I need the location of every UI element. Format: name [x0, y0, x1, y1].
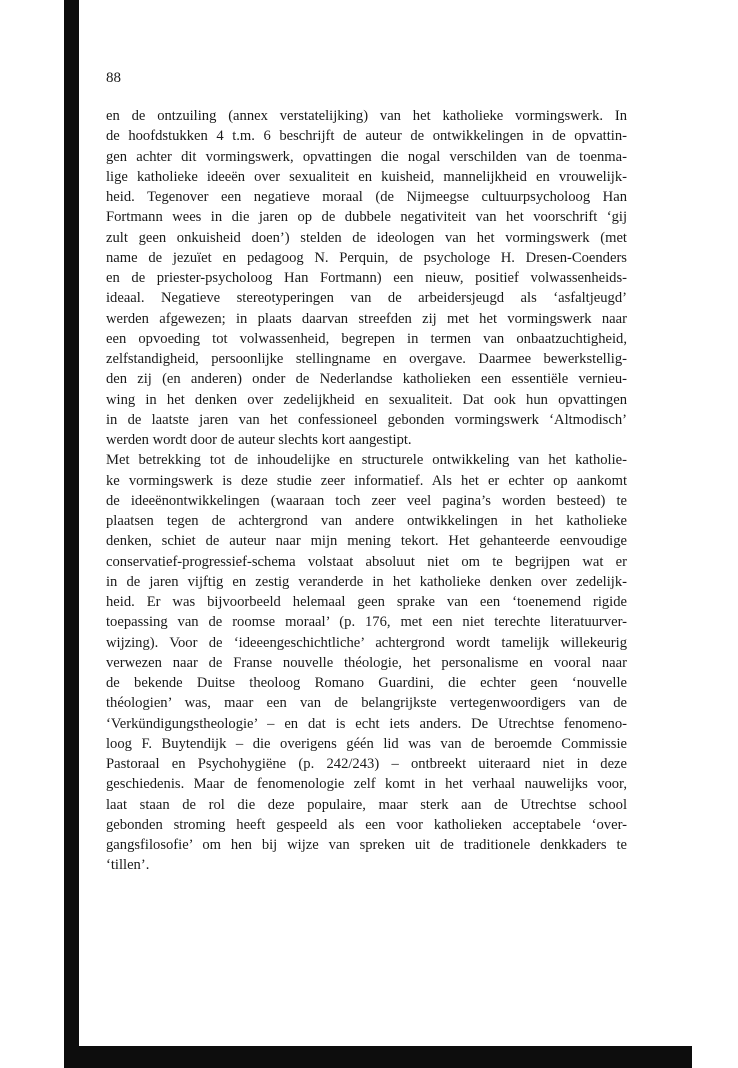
text-line: een opvoeding tot volwassenheid, begrepen in termen van onbaatzuchtigheid, — [106, 330, 627, 347]
text-line: name de jezuïet en pedagoog N. Perquin, de psychologe H. Dresen-Coenders — [106, 249, 627, 266]
text-line: de ideeënontwikkelingen (waaraan toch zeer veel pagina’s worden besteed) te — [106, 492, 627, 509]
text-line: ‘Verkündigungstheologie’ – en dat is echt iets anders. De Utrechtse fenomeno- — [106, 715, 627, 732]
text-line: ke vormingswerk is deze studie zeer informatief. Als het er echter op aankomt — [106, 472, 627, 489]
text-line: conservatief-progressief-schema volstaat absoluut niet om te begrijpen wat er — [106, 553, 627, 570]
body-text — [106, 106, 627, 876]
text-line: geschiedenis. Maar de fenomenologie zelf komt in het verhaal nauwelijks voor, — [106, 776, 627, 793]
text-line: lige katholieke ideeën over sexualiteit en kuisheid, mannelijkheid en vrouwelijk- — [106, 168, 627, 185]
scan-edge-bottom — [64, 1046, 692, 1068]
text-line: werden wordt door de auteur slechts kort aangestipt. — [106, 432, 412, 448]
text-line: werden afgewezen; in plaats daarvan streefden zij met het vormingswerk naar — [106, 310, 627, 327]
text-line: en de priester-psycholoog Han Fortmann) een nieuw, positief volwassenheids- — [106, 270, 627, 286]
paragraph-2 — [106, 450, 627, 875]
text-line: denken, schiet de auteur naar mijn mening tekort. Het gehanteerde eenvoudige — [106, 533, 627, 550]
text-line: Met betrekking tot de inhoudelijke en structurele ontwikkeling van het katholie- — [106, 452, 627, 469]
text-line: wijzing). Voor de ‘ideeengeschichtliche’ achtergrond wordt tamelijk willekeurig — [106, 634, 627, 651]
text-line: gen achter dit vormingswerk, opvattingen die nogal verschilden van de toenma- — [106, 148, 627, 165]
text-line: zelfstandigheid, persoonlijke stellingname en overgave. Daarmee bewerkstellig- — [106, 351, 627, 367]
text-line: laat staan de rol die deze populaire, maar sterk aan de Utrechtse school — [106, 796, 627, 813]
text-line: théologien’ was, maar een van de belangrijkste vertegenwoordigers van de — [106, 695, 627, 712]
text-line: verwezen naar de Franse nouvelle théologie, het personalisme en vooral naar — [106, 654, 627, 671]
text-line: ‘tillen’. — [106, 857, 150, 874]
page-number: 88 — [106, 70, 121, 86]
text-line: Pastoraal en Psychohygiëne (p. 242/243) – ontbreekt uiteraard niet in deze — [106, 756, 627, 772]
text-line: in de jaren vijftig en zestig veranderde in het katholieke denken over zedelijk- — [106, 573, 627, 590]
text-line: de bekende Duitse theoloog Romano Guardini, die echter geen ‘nouvelle — [106, 675, 627, 691]
text-line: heid. Er was bijvoorbeeld helemaal geen sprake van een ‘toenemend rigide — [106, 594, 627, 610]
scan-edge-left — [64, 0, 79, 1068]
paragraph-1 — [106, 106, 627, 450]
text-line: en de ontzuiling (annex verstatelijking) van het katholieke vormingswerk. In — [106, 108, 627, 124]
text-line: gangsfilosofie’ om hen bij wijze van spreken uit de traditionele denkkaders te — [106, 837, 627, 853]
text-line: toepassing van de roomse moraal’ (p. 176, met een niet terechte literatuurver- — [106, 614, 627, 631]
text-line: wing in het denken over zedelijkheid en sexualiteit. Dat ook hun opvattingen — [106, 391, 627, 408]
text-line: Fortmann wees in die jaren op de dubbele negativiteit van het voorschrift ‘gij — [106, 209, 627, 226]
text-line: ideaal. Negatieve stereotyperingen van de arbeidersjeugd als ‘asfaltjeugd’ — [106, 290, 627, 307]
text-line: de hoofdstukken 4 t.m. 6 beschrijft de auteur de ontwikkelingen in de opvattin- — [106, 128, 627, 145]
text-line: loog F. Buytendijk – die overigens géén lid was van de beroemde Commissie — [106, 735, 627, 752]
text-line: gebonden stroming heeft gespeeld als een voor katholieken acceptabele ‘over- — [106, 816, 627, 833]
text-line: den zij (en anderen) onder de Nederlandse katholieken een essentiële vernieu- — [106, 371, 627, 388]
text-line: in de laatste jaren van het confessioneel gebonden vormingswerk ‘Altmodisch’ — [106, 411, 627, 428]
text-line: heid. Tegenover een negatieve moraal (de Nijmeegse cultuurpsycholoog Han — [106, 189, 627, 205]
text-line: plaatsen tegen de achtergrond van andere ontwikkelingen in het katholieke — [106, 513, 627, 529]
text-line: zult geen onkuisheid doen’) stelden de ideologen van het vormingswerk (met — [106, 229, 627, 246]
